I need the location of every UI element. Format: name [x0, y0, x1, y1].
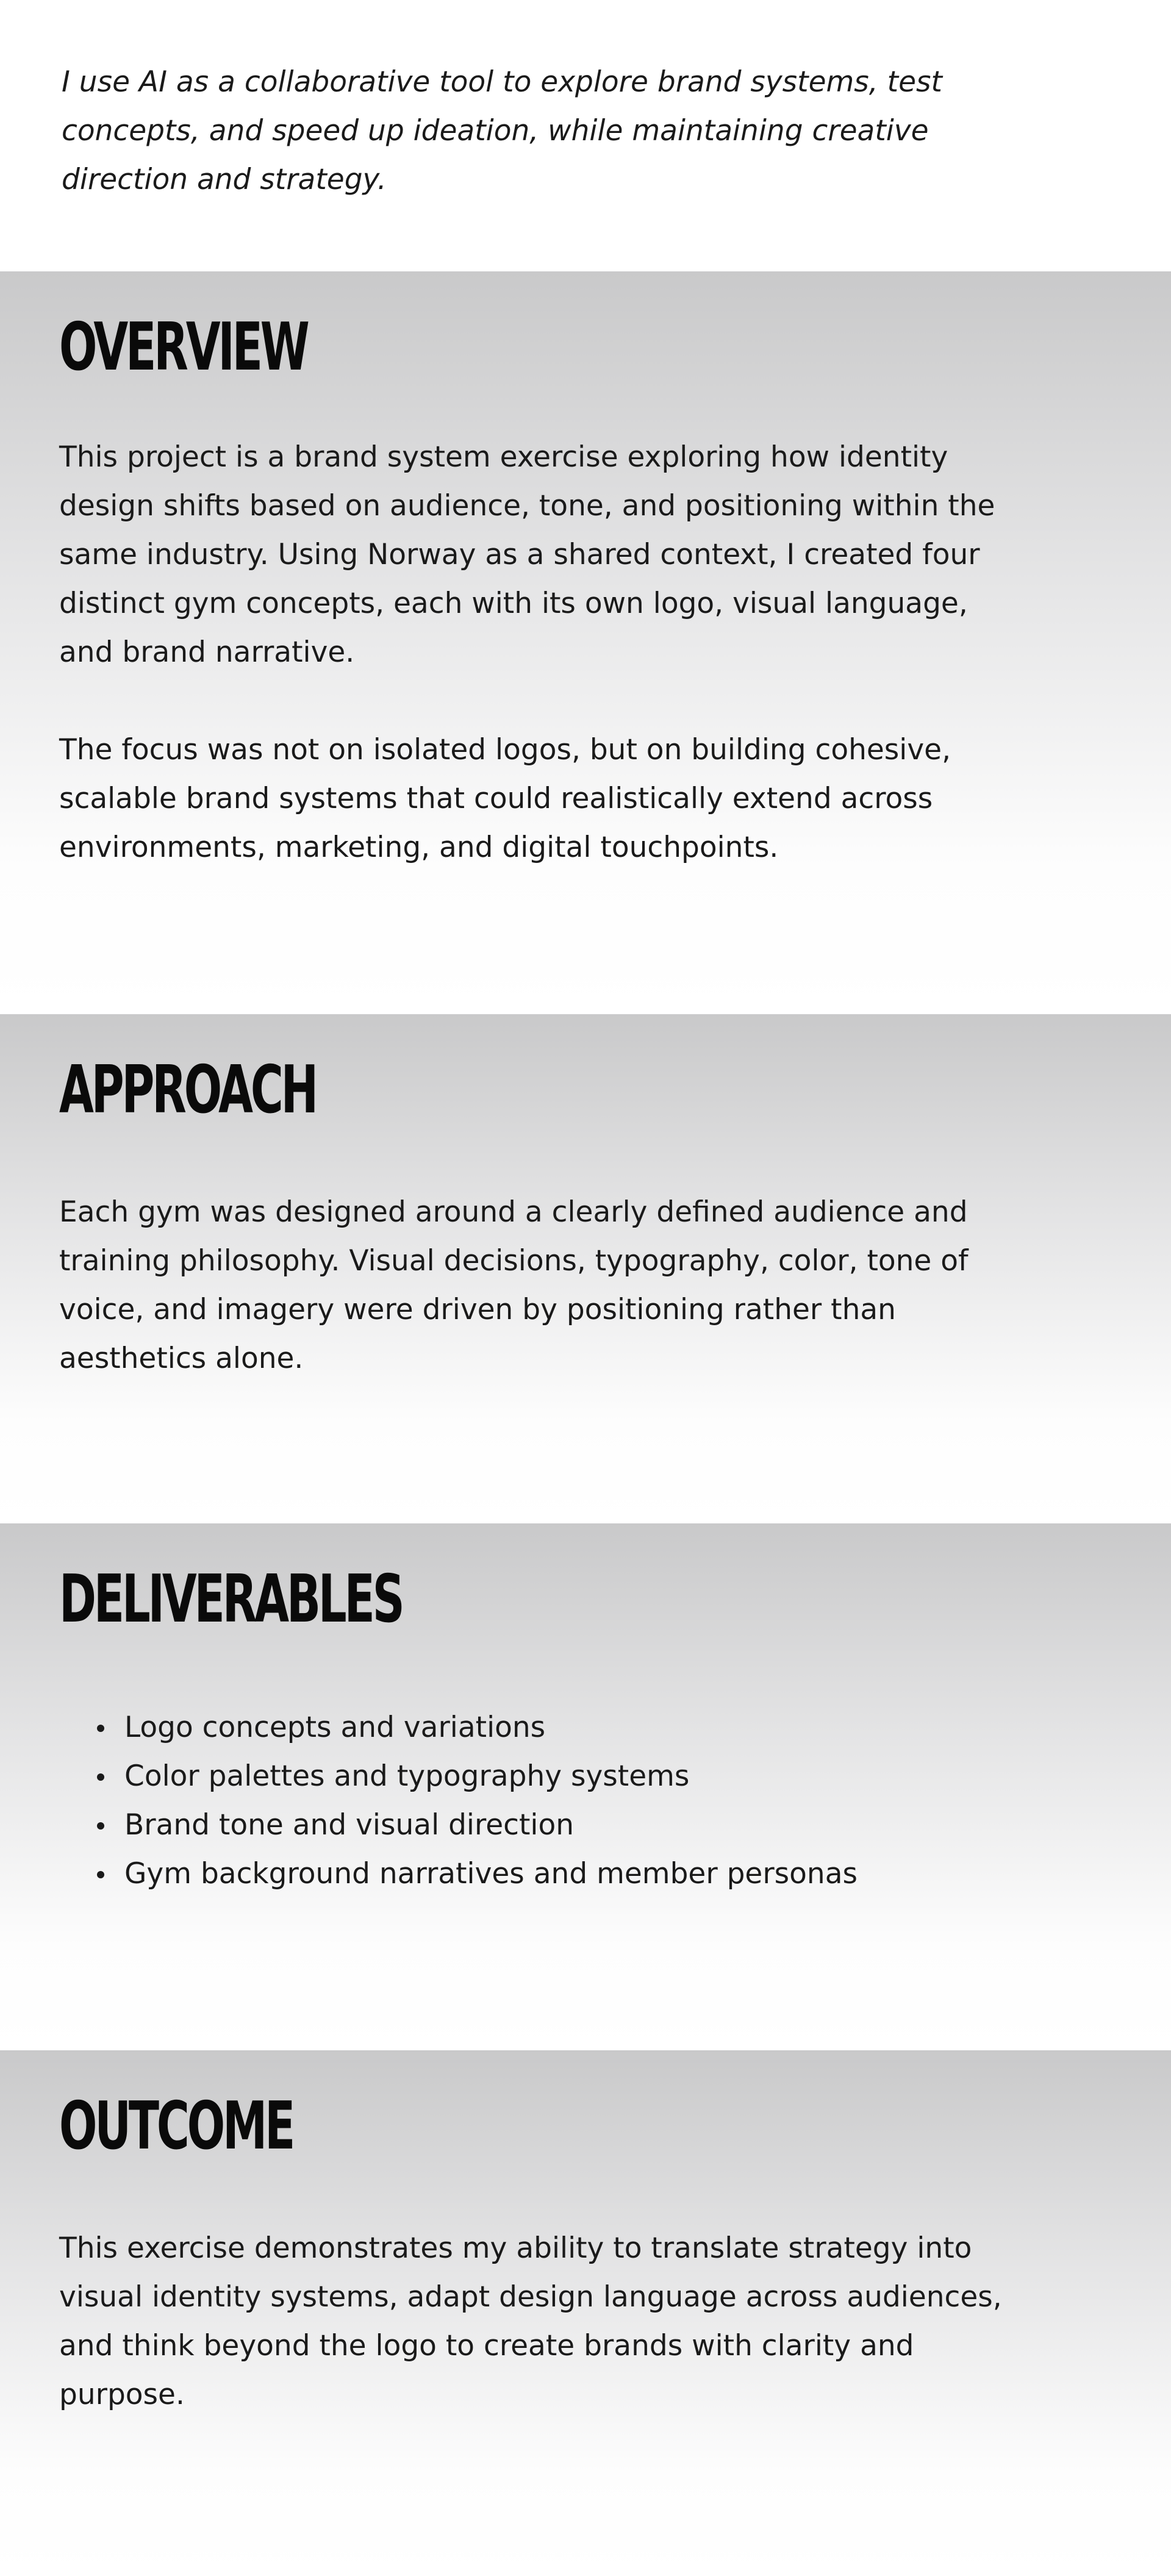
deliverables-section	[0, 1523, 1171, 2050]
approach-heading: APPROACH	[59, 1052, 317, 1128]
list-item	[59, 1703, 1096, 1752]
bullet-icon	[97, 1725, 104, 1732]
list-item-label: Color palettes and typography systems	[124, 1759, 690, 1793]
list-item-label: Logo concepts and variations	[124, 1711, 546, 1744]
overview-heading: OVERVIEW	[59, 309, 307, 385]
intro-statement: I use AI as a collaborative tool to explore brand systems, test concepts, and speed up ideation, while maintaining creative direction and strategy.	[62, 65, 942, 196]
overview-paragraph-2: The focus was not on isolated logos, but on building cohesive, scalable brand systems that could realistically extend across environments, marketing, and digital touchpoints.	[59, 733, 951, 864]
bullet-icon	[97, 1822, 104, 1830]
list-item-label: Brand tone and visual direction	[124, 1808, 575, 1842]
list-item	[59, 1801, 1096, 1850]
list-item	[59, 1752, 1096, 1801]
outcome-section	[0, 2050, 1171, 2576]
intro-section	[0, 0, 1171, 271]
deliverables-list	[59, 1703, 1096, 1898]
overview-section	[0, 271, 1171, 1014]
approach-paragraph: Each gym was designed around a clearly defined audience and training philosophy. Visual decisions, typography, color, tone of voice, and imagery were driven by positioning rather than aesthetics alone.	[59, 1195, 969, 1375]
approach-section	[0, 1014, 1171, 1523]
list-item	[59, 1850, 1096, 1898]
outcome-paragraph: This exercise demonstrates my ability to translate strategy into visual identity systems, adapt design language across audiences, and think beyond the logo to create brands with clarity and purpose.	[59, 2231, 1002, 2411]
overview-paragraph-1: This project is a brand system exercise exploring how identity design shifts based on audience, tone, and positioning within the same industry. Using Norway as a shared context, I created four distinct gym concepts, each with its own logo, visual language, and brand narrative.	[59, 440, 995, 669]
list-item-label: Gym background narratives and member personas	[124, 1857, 858, 1891]
outcome-heading: OUTCOME	[59, 2088, 293, 2164]
bullet-icon	[97, 1871, 104, 1878]
bullet-icon	[97, 1773, 104, 1781]
deliverables-heading: DELIVERABLES	[59, 1561, 403, 1637]
